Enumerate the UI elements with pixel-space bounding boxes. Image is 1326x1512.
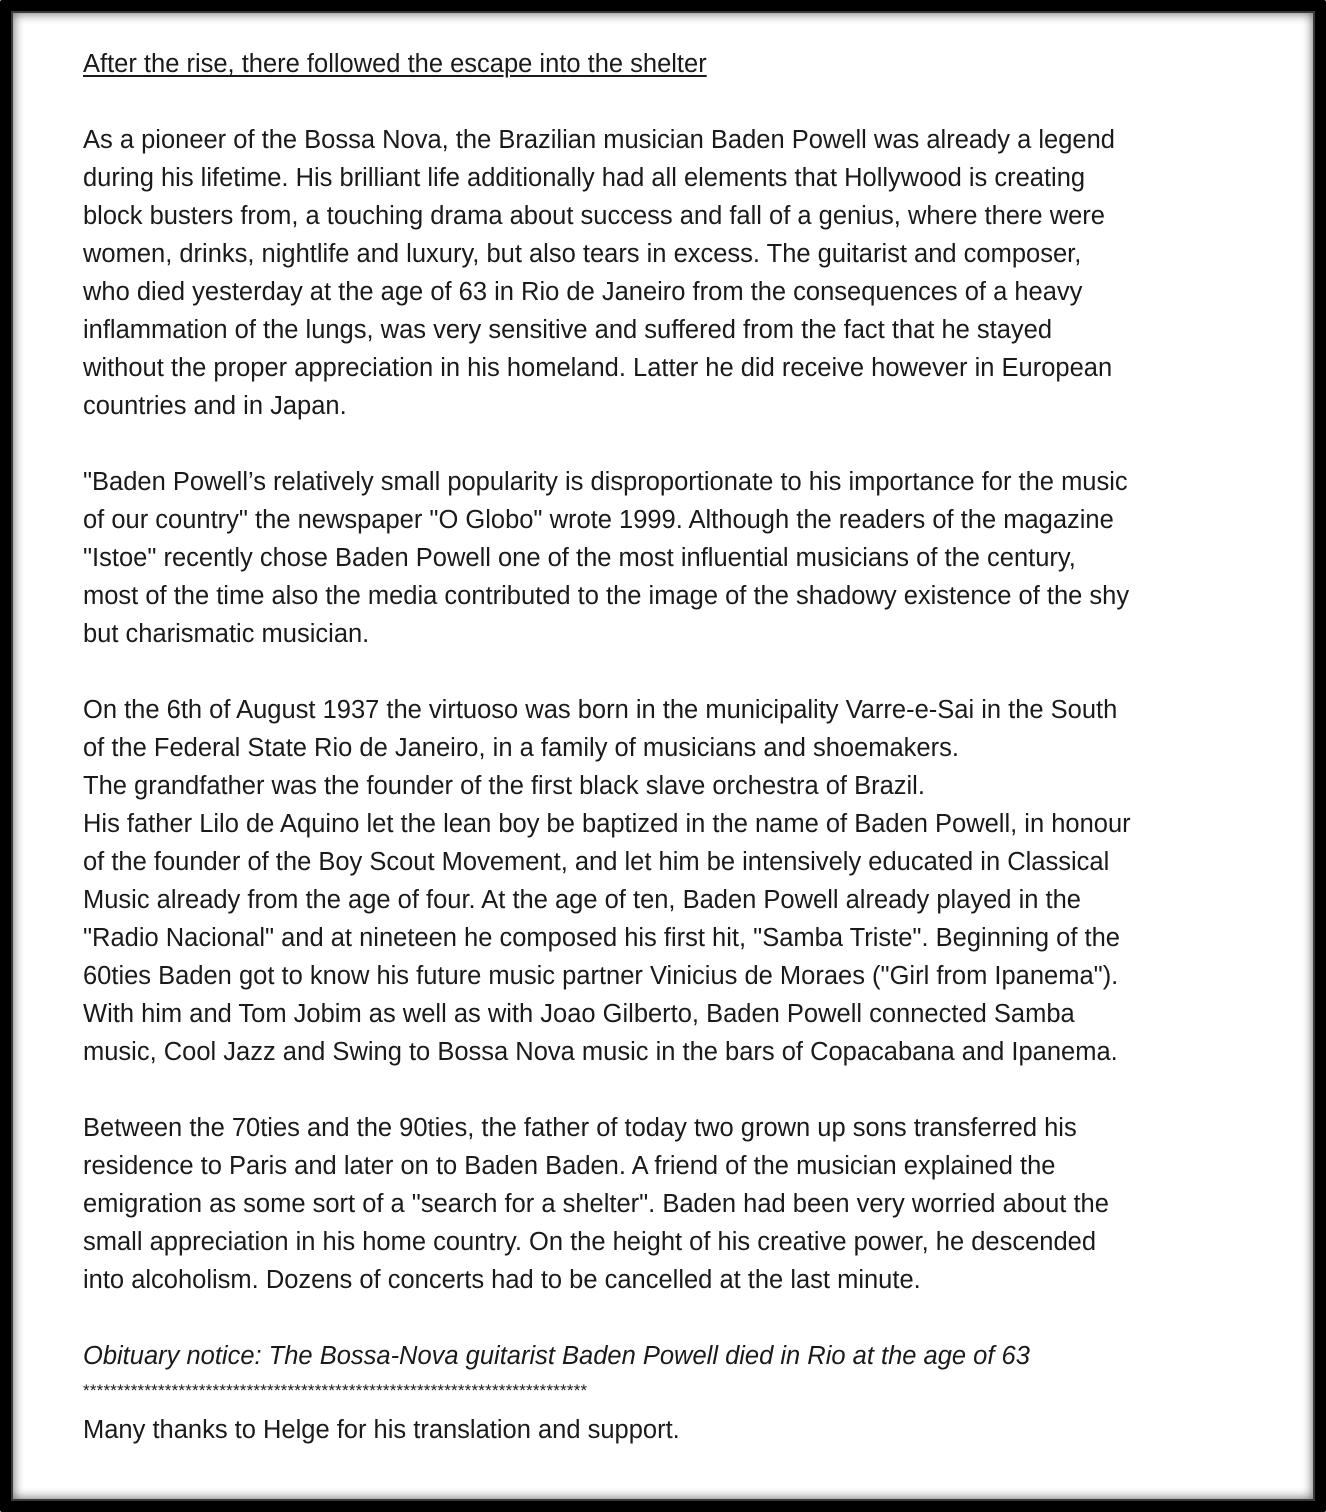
separator-line: ************************************************************************** [83, 1381, 588, 1400]
obituary-notice: Obituary notice: The Bossa-Nova guitarist Baden Powell died in Rio at the age of 63 [83, 1342, 1030, 1370]
paragraph-2 [83, 463, 1283, 653]
paragraph-line: without the proper appreciation in his homeland. Latter he did receive however in European [83, 354, 1113, 382]
paragraph-line: "Baden Powell’s relatively small popularity is disproportionate to his importance for the music [83, 468, 1128, 496]
paragraph-line: countries and in Japan. [83, 392, 347, 420]
paragraph-line: into alcoholism. Dozens of concerts had to be cancelled at the last minute. [83, 1266, 921, 1294]
paragraph-line: residence to Paris and later on to Baden Baden. A friend of the musician explained the [83, 1152, 1056, 1180]
paragraph-line: inflammation of the lungs, was very sensitive and suffered from the fact that he stayed [83, 316, 1053, 344]
paragraph-line: Music already from the age of four. At the age of ten, Baden Powell already played in the [83, 886, 1081, 914]
paragraph-line: Between the 70ties and the 90ties, the father of today two grown up sons transferred his [83, 1114, 1077, 1142]
paragraph-line: On the 6th of August 1937 the virtuoso was born in the municipality Varre-e-Sai in the South [83, 696, 1118, 724]
paragraph-line: music, Cool Jazz and Swing to Bossa Nova music in the bars of Copacabana and Ipanema. [83, 1038, 1118, 1066]
document-body [83, 45, 1283, 1449]
paragraph-line: of the founder of the Boy Scout Movement, and let him be intensively educated in Classical [83, 848, 1110, 876]
paragraph-line: most of the time also the media contributed to the image of the shadowy existence of the shy [83, 582, 1130, 610]
paragraph-4 [83, 1109, 1283, 1299]
paragraph-line: small appreciation in his home country. On the height of his creative power, he descended [83, 1228, 1097, 1256]
paragraph-line: As a pioneer of the Bossa Nova, the Brazilian musician Baden Powell was already a legend [83, 126, 1115, 154]
paragraph-line: block busters from, a touching drama about success and fall of a genius, where there were [83, 202, 1105, 230]
paragraph-line: With him and Tom Jobim as well as with Joao Gilberto, Baden Powell connected Samba [83, 1000, 1075, 1028]
paragraph-line: of the Federal State Rio de Janeiro, in a family of musicians and shoemakers. [83, 734, 959, 762]
paragraph-line: but charismatic musician. [83, 620, 370, 648]
paragraph-line: "Istoe" recently chose Baden Powell one of the most influential musicians of the century, [83, 544, 1076, 572]
paragraph-line: emigration as some sort of a "search for a shelter". Baden had been very worried about the [83, 1190, 1109, 1218]
paragraph-line: of our country" the newspaper "O Globo" wrote 1999. Although the readers of the magazine [83, 506, 1114, 534]
document-title: After the rise, there followed the escape into the shelter [83, 50, 707, 78]
paragraph-3 [83, 691, 1283, 1071]
paragraph-line: His father Lilo de Aquino let the lean boy be baptized in the name of Baden Powell, in honour [83, 810, 1131, 838]
thanks-note: Many thanks to Helge for his translation and support. [83, 1416, 680, 1444]
paragraph-line: women, drinks, nightlife and luxury, but also tears in excess. The guitarist and composer, [83, 240, 1082, 268]
paragraph-1 [83, 121, 1283, 425]
paragraph-line: who died yesterday at the age of 63 in Rio de Janeiro from the consequences of a heavy [83, 278, 1083, 306]
paragraph-line: The grandfather was the founder of the first black slave orchestra of Brazil. [83, 772, 925, 800]
paragraph-line: 60ties Baden got to know his future music partner Vinicius de Moraes ("Girl from Ipanema"). [83, 962, 1119, 990]
paragraph-line: during his lifetime. His brilliant life additionally had all elements that Hollywood is creating [83, 164, 1086, 192]
paragraph-line: "Radio Nacional" and at nineteen he composed his first hit, "Samba Triste". Beginning of the [83, 924, 1120, 952]
